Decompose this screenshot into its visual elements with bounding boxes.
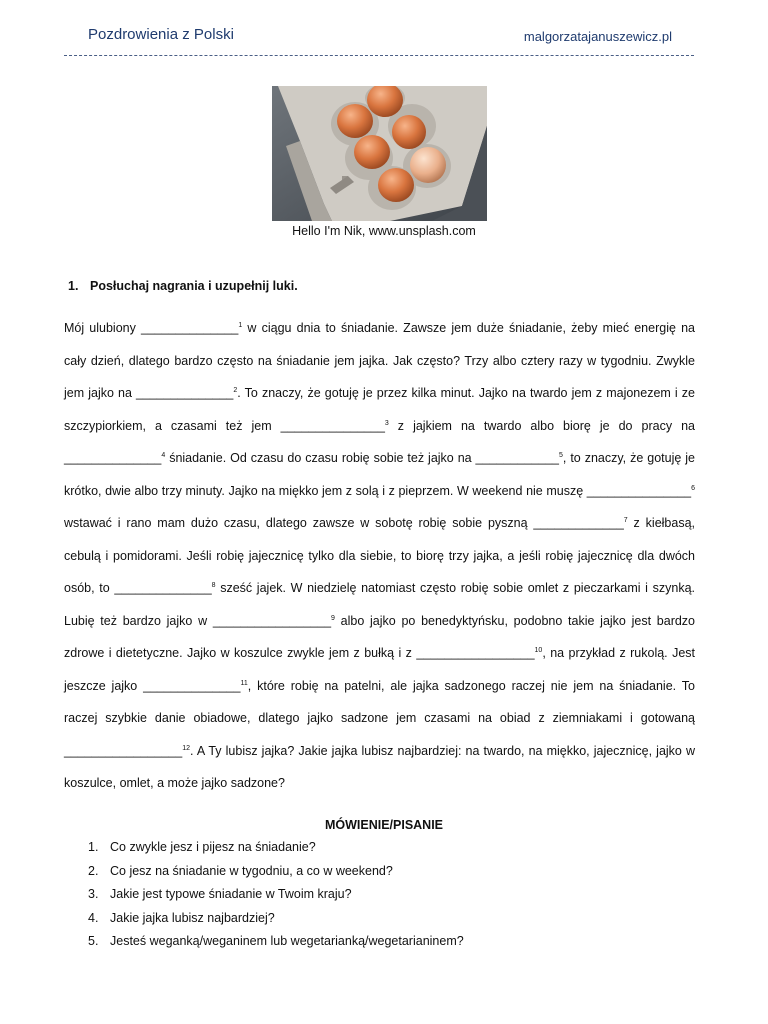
exercise-text-segment: . A Ty lubisz jajka? Jakie jajka lubisz najbardziej: na twardo, na miękko, jajecznicę, jajko w koszulce, omlet, a może jajko sadzone? [64, 743, 695, 790]
header-title: Pozdrowienia z Polski [88, 26, 234, 43]
exercise-heading [68, 279, 298, 293]
gap-number: 4 [161, 451, 166, 459]
exercise-text-segment: Mój ulubiony ______________ [64, 321, 239, 335]
header-site-url[interactable]: malgorzatajanuszewicz.pl [523, 29, 672, 44]
gap-number: 7 [623, 516, 628, 524]
gap-number: 6 [691, 484, 695, 492]
exercise-text-segment: śniadanie. Od czasu do czasu robię sobie też jajko na ____________ [165, 451, 559, 465]
question-text: Co jesz na śniadanie w tygodniu, a co w weekend? [110, 863, 393, 878]
question-item [88, 930, 464, 954]
eggs-photo [272, 86, 487, 221]
gap-number: 12 [182, 744, 190, 752]
exercise-text-segment: wstawać i rano mam dużo czasu, dlatego zawsze w sobotę robię sobie pyszną _____________ [64, 516, 624, 530]
exercise-text-segment: z kiełbasą, cebulą i pomidorami. Jeśli robię jajecznicę tylko dla siebie, to biorę trzy jajka, a jeśli robię jajecznicę dla dwóch osób, to ______________ [64, 516, 696, 595]
photo-caption: Hello I'm Nik, www.unsplash.com [292, 224, 476, 238]
question-number: 1. [88, 840, 99, 854]
exercise-text-segment: sześć jajek. W niedzielę natomiast często robię sobie omlet z pieczarkami i szynką. Lubię też bardzo jajko w _________________ [64, 581, 695, 628]
exercise-text-segment: . To znaczy, że gotuję je przez kilka minut. Jajko na twardo jem z majonezem i ze szczypiorkiem, a czasami też jem _______________ [64, 386, 695, 433]
exercise-title: Posłuchaj nagrania i uzupełnij luki. [90, 279, 298, 293]
question-text: Jesteś weganką/weganinem lub wegetarianką/wegetarianinem? [110, 934, 464, 948]
gap-number: 3 [384, 419, 389, 427]
question-number: 4. [88, 910, 99, 925]
question-list [88, 836, 464, 954]
exercise-number: 1. [68, 279, 79, 293]
question-item [88, 907, 464, 931]
question-text: Jakie jajka lubisz najbardziej? [110, 910, 275, 925]
exercise-text-segment: z jajkiem na twardo albo biorę je do pracy na ______________ [64, 418, 695, 465]
gap-number: 10 [534, 646, 543, 654]
question-number: 5. [88, 934, 99, 948]
question-number: 3. [88, 887, 99, 901]
gap-number: 9 [331, 614, 335, 622]
exercise-text-segment: , które robię na patelni, ale jajka sadzonego raczej nie jem na śniadanie. To raczej szybkie danie obiadowe, dlatego jajko sadzone jem czasami na obiad z ziemniakami i gotowaną _________________ [64, 678, 695, 758]
gap-number: 1 [238, 321, 243, 329]
question-text: Jakie jest typowe śniadanie w Twoim kraju? [110, 887, 352, 901]
question-item [88, 883, 464, 907]
question-text: Co zwykle jesz i pijesz na śniadanie? [110, 840, 316, 854]
exercise-text-segment: albo jajko po benedyktyńsku, podobno takie jajko jest bardzo zdrowe i dietetyczne. Jajko w koszulce zwykle jem z bułką i z _________________ [64, 613, 696, 660]
eggs-in-carton-image [272, 86, 487, 221]
gap-number: 5 [558, 451, 563, 459]
header-divider [64, 55, 694, 56]
section-title-speaking: MÓWIENIE/PISANIE [324, 818, 444, 832]
gap-number: 11 [240, 679, 248, 687]
exercise-text-segment: w ciągu dnia to śniadanie. Zawsze jem duże śniadanie, żeby mieć energię na cały dzień, dlatego bardzo często na śniadanie jem jajka. Jak często? Trzy albo cztery razy w tygodniu. Zwykle jem jajko na ______________ [64, 321, 695, 400]
gap-number: 8 [211, 581, 216, 589]
question-item [88, 836, 464, 860]
exercise-text [64, 312, 695, 800]
gap-number: 2 [233, 386, 238, 394]
exercise-text-segment: , na przykład z rukolą. Jest jeszcze jajko ______________ [64, 646, 695, 693]
question-number: 2. [88, 863, 99, 878]
exercise-text-segment: , to znaczy, że gotuję je krótko, dwie albo trzy minuty. Jajko na miękko jem z solą i z pieprzem. W weekend nie muszę _______________ [64, 451, 695, 498]
question-item [88, 860, 464, 884]
